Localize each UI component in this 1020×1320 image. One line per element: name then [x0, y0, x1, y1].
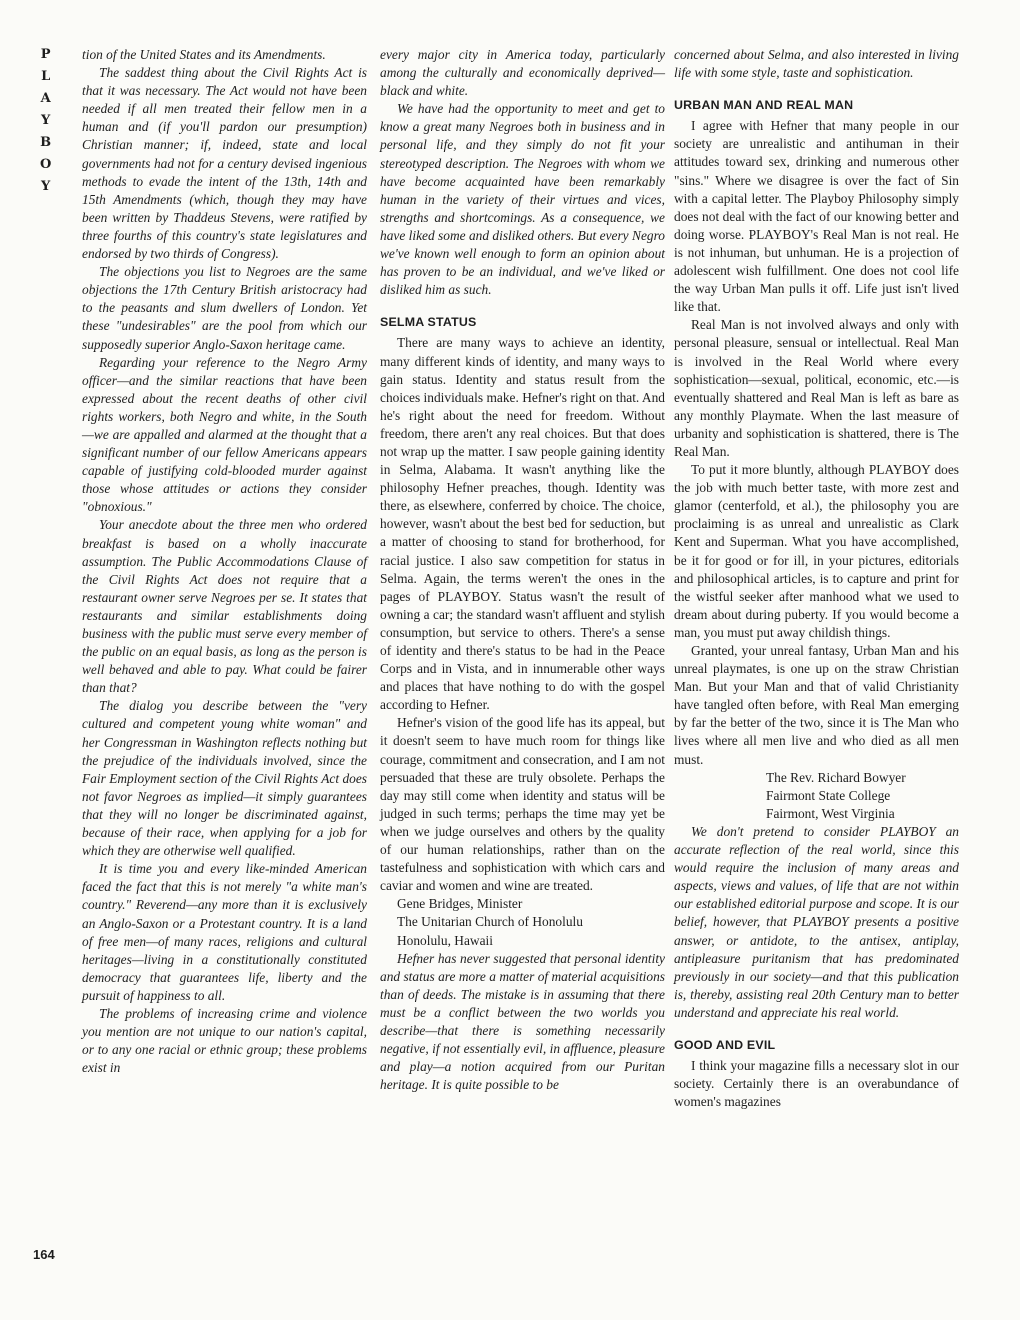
masthead-letter: L	[41, 69, 51, 84]
masthead-letter: B	[40, 135, 52, 150]
masthead-letter: P	[40, 47, 51, 62]
paragraph: The saddest thing about the Civil Rights Act is that it was necessary. The Act would not have been needed if all men treated their fellow men in a human and (if you'll pardon our presumption) Christian manner; if, indeed, state and local governments had not for a century devised ingenious methods to evade the intent of the 13th, 14th and 15th Amendments (which, though they may have been written by Thaddeus Stevens, were ratified by three fourths of this country's state legislatures and endorsed by two thirds of Congress).	[82, 65, 367, 262]
masthead-letter: Y	[41, 179, 51, 194]
signature-line: Fairmont, West Virginia	[766, 805, 895, 821]
letter-signature	[380, 895, 665, 949]
paragraph: Your anecdote about the three men who ordered breakfast is based on a wholly inaccurate assumption. The Public Accommodations Clause of the Civil Rights Act does not require that a restaurant owner serve Negroes per se. It states that restaurants and similar establishments doing business with the public must serve every member of the public on an equal basis, as long as the person is well behaved and able to pay. What could be fairer than that?	[82, 517, 367, 696]
column-2	[380, 46, 665, 1094]
paragraph: Regarding your reference to the Negro Army officer—and the similar reactions that have been expressed about the recent deaths of other civil rights workers, both Negro and white, in the South —we are appalled and alarmed at the thought that a significant number of our fellow Americans appears capable of justifying cold-blooded murder against those whose attitudes or actions they consider "obnoxious."	[82, 354, 367, 515]
paragraph: Hefner has never suggested that personal identity and status are more a matter of material acquisitions than of deeds. The mistake is in assuming that there must be a conflict between the two worlds you describe—that there is something necessarily negative, if not essentially evil, in affluence, pleasure and play—a notion acquired from our Puritan heritage. It is quite possible to be	[380, 950, 665, 1093]
paragraph: The dialog you describe between the "very cultured and competent young white woman" and her Congressman in Washington reflects nothing but the prejudice of the individuals involved, since the Fair Employment section of the Civil Rights Act does not favor Negroes as implied—it simply guarantees that they will no longer be discriminated against, because of their race, when applying for a job for which they are otherwise well qualified.	[82, 698, 367, 859]
paragraph: Granted, your unreal fantasy, Urban Man and his unreal playmates, is one up on the straw Christian Man. But your Man and that of valid Christianity have tangled often before, with Real Man emerging by far the better of the two, since it is The Man who lives where all men live and who died as all men must.	[674, 643, 959, 767]
paragraph: Hefner's vision of the good life has its appeal, but it doesn't seem to have much room for things like courage, commitment and consecration, and I am not persuaded that these are truly obsolete. Perhaps the day may still come when identity and status will be judged in such terms; perhaps the time may yet be when we judge ourselves and others by the quality of our human relationships, rather than on the tastefulness and sophistication with which cars and caviar and women and wine are treated.	[380, 715, 665, 894]
playboy-masthead	[40, 44, 51, 198]
signature-line: The Unitarian Church of Honolulu	[397, 914, 583, 930]
paragraph: The problems of increasing crime and violence you mention are not unique to our nation's capital, or to any one racial or ethnic group; these problems exist in	[82, 1005, 367, 1076]
paragraph: concerned about Selma, and also interested in living life with some style, taste and sophistication.	[674, 47, 959, 81]
paragraph: It is time you and every like-minded American faced the fact that this is not merely "a white man's country." Reverend—any more than it is exclusively an Anglo-Saxon or a Protestant country. It is a land of free men—of many races, religions and cultural heritages—living in a constitutionally constituted democracy that guarantees life, liberty and the pursuit of happiness to all.	[82, 861, 367, 1003]
paragraph: I think your magazine fills a necessary slot in our society. Certainly there is an overabundance of women's magazines	[674, 1058, 959, 1110]
paragraph: There are many ways to achieve an identity, many different kinds of identity, and many ways to gain status. Identity and status result from the choices individuals make. Hefner's right on that. And he's right about the need for freedom. Without freedom, there aren't any real choices. But that does not wrap up the matter. I saw people gaining identity in Selma, Alabama. It wasn't anything like the philosophy Hefner preaches, though. Identity was there, as elsewhere, conferred by choice. The choice, however, wasn't about the best bed for seduction, but a matter of choosing to stand for brotherhood, for racial justice. I also saw competition for status in Selma. Again, the terms weren't the ones in the pages of PLAYBOY. Status wasn't the result of owning a car; the standard wasn't affluent and stylish consumption, but service to others. There's a sense of identity and there's status to be had in the Peace Corps and in Vista, and in innumerable other ways and places that have nothing to do with the gospel according to Hefner.	[380, 335, 665, 713]
signature-line: The Rev. Richard Bowyer	[766, 769, 906, 785]
paragraph: We don't pretend to consider PLAYBOY an accurate reflection of the real world, since this would require the inclusion of many areas and aspects, views and values, of life that are not within our established editorial purpose and scope. It is our belief, however, that PLAYBOY presents a positive answer, or antidote, to the antisex, antiplay, antipleasure puritanism that has predominated previously in our society—and that this publication is, thereby, assisting real 20th Century man to better understand and appreciate his real world.	[674, 823, 959, 1020]
section-heading: URBAN MAN AND REAL MAN	[674, 98, 854, 113]
masthead-letter: O	[40, 157, 52, 172]
paragraph: The objections you list to Negroes are the same objections the 17th Century British aristocracy had to the peasants and slum dwellers of London. Yet these "undesirables" are the pool from which our supposedly superior Anglo-Saxon heritage came.	[82, 264, 367, 352]
letter-signature	[674, 769, 959, 823]
signature-line: Gene Bridges, Minister	[397, 896, 523, 912]
paragraph: To put it more bluntly, although PLAYBOY does the job with much better taste, with more zest and glamor (centerfold, et al.), the philosophy you are proclaiming is as unreal and unrealistic as Clark Kent and Superman. What you have accomplished, be it for good or for ill, in your pictures, editorials and philosophical articles, is to capture and print for the wistful seeker after manhood what we used to dream about during puberty. If you would become a man, you must put away childish things.	[674, 462, 959, 640]
column-1	[82, 46, 367, 1077]
masthead-letter: Y	[41, 113, 51, 128]
paragraph: tion of the United States and its Amendments.	[82, 47, 326, 62]
signature-line: Fairmont State College	[766, 787, 891, 803]
signature-line: Honolulu, Hawaii	[397, 932, 493, 948]
paragraph: every major city in America today, particularly among the culturally and economically deprived—black and white.	[380, 47, 665, 99]
paragraph: I agree with Hefner that many people in our society are unrealistic and antihuman in their attitudes toward sex, drinking and numerous other "sins." Where we disagree is over the fact of Sin with a capital letter. The Playboy Philosophy simply does not deal with the fact of our knowing better and doing worse. PLAYBOY's Real Man is not real. He is not inhuman, but unhuman. He is a projection of adolescent wish fulfillment. One does not cool life the way Urban Man pulls it off. Life just isn't lived like that.	[674, 118, 959, 315]
page-number: 164	[33, 1247, 55, 1262]
masthead-letter: A	[40, 91, 51, 106]
section-heading: GOOD AND EVIL	[674, 1037, 776, 1052]
paragraph: We have had the opportunity to meet and get to know a great many Negroes both in business and in personal life, and they simply do not fit your stereotyped description. The Negroes with whom we have become acquainted have been remarkably human in the variety of their virtues and vices, strengths and shortcomings. As a consequence, we have liked some and disliked others. But every Negro we've known well enough to form an opinion about has proven to be an individual, and we've liked or disliked him as such.	[380, 101, 665, 298]
column-3	[674, 46, 959, 1111]
paragraph: Real Man is not involved always and only with personal pleasure, sensual or intellectual. Real Man is involved in the Real World where every sophistication—sexual, political, economic, etc.—is eventually shattered and Real Man is left as bare as any monthly Playmate. When the last measure of urbanity and sophistication is shattered, there is The Real Man.	[674, 317, 959, 459]
section-heading: SELMA STATUS	[380, 315, 477, 330]
